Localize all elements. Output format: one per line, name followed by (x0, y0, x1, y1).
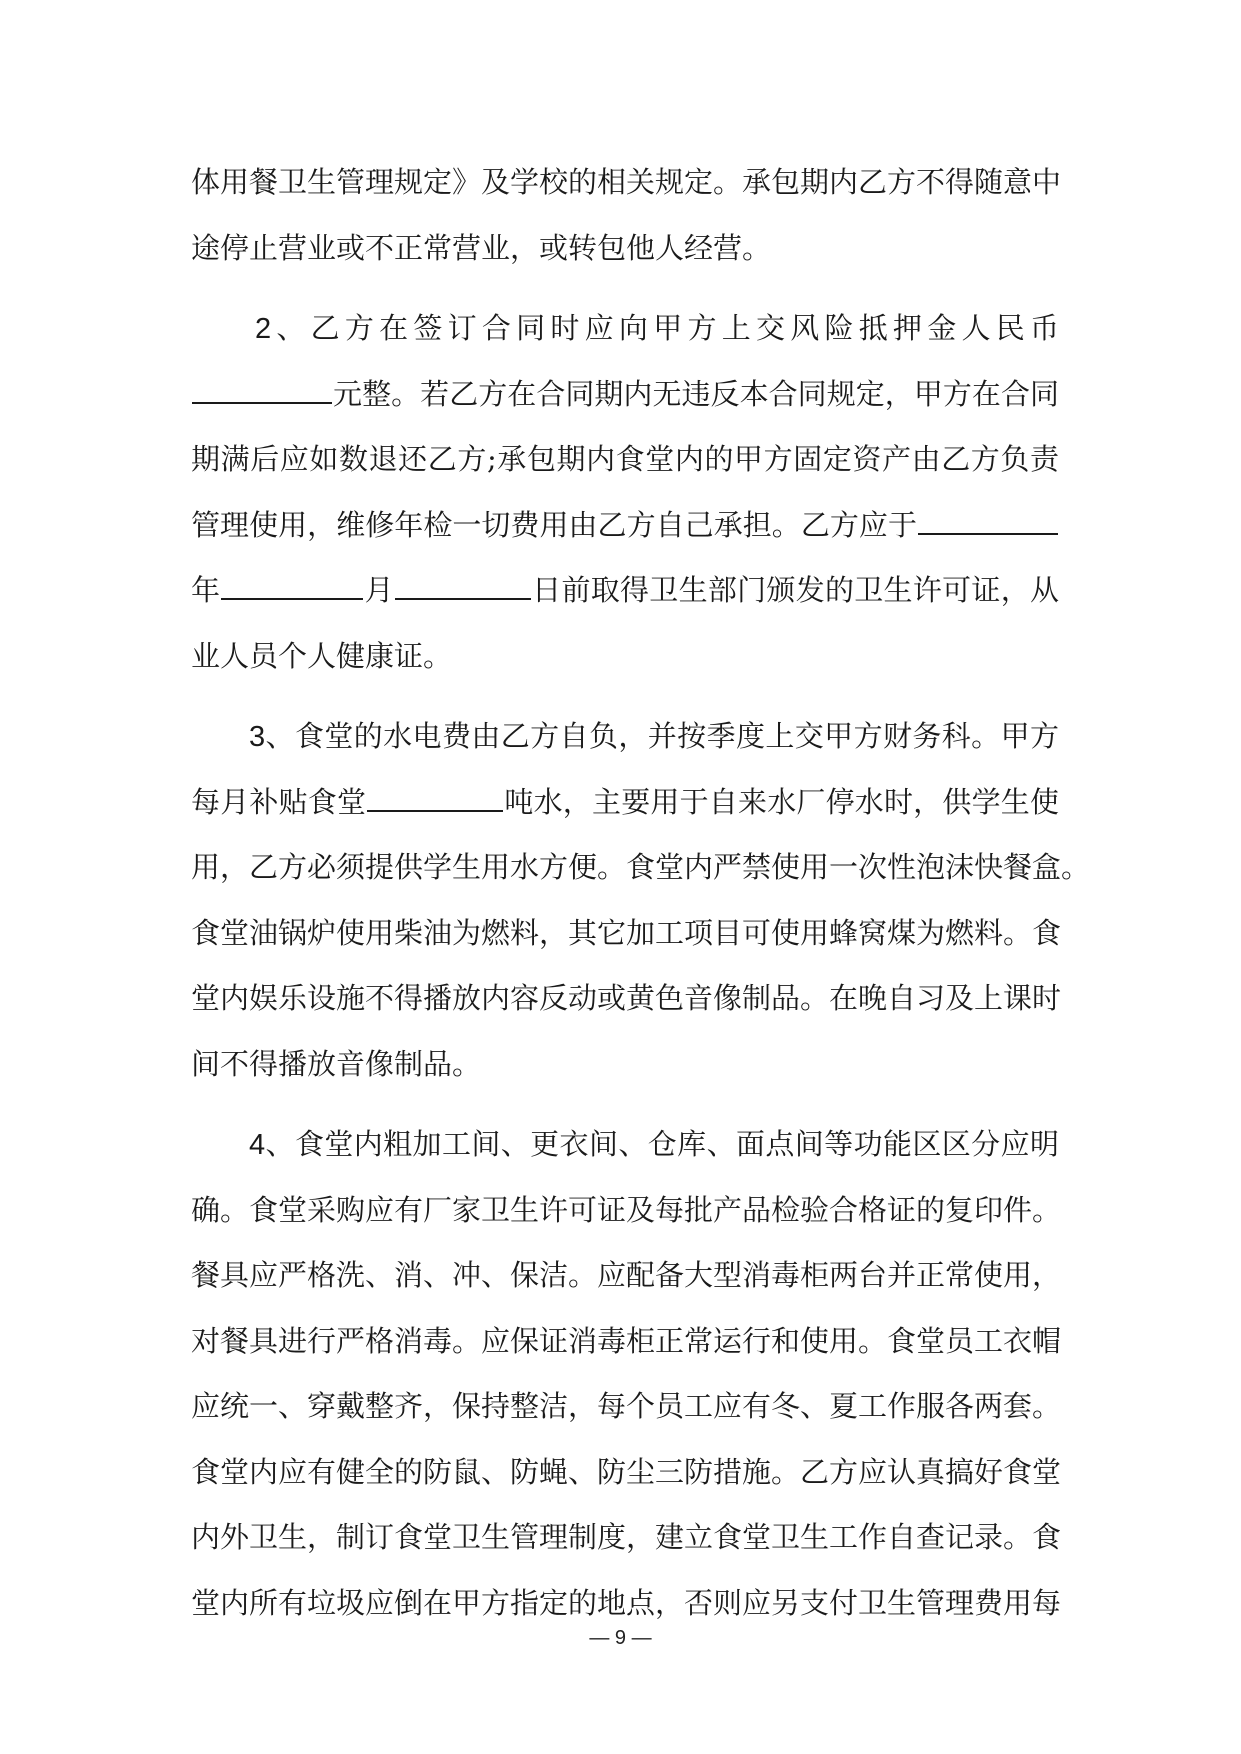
line-text: 每月补贴食堂 (191, 784, 367, 819)
text-line: 堂内所有垃圾应倒在甲方指定的地点，否则应另支付卫生管理费用每 (191, 1585, 1062, 1620)
clause-number: 3 (249, 721, 266, 753)
text-line: 用，乙方必须提供学生用水方便。食堂内严禁使用一次性泡沫快餐盒。 (191, 850, 1091, 884)
line-text: 管理使用，维修年检一切费用由乙方自己承担。乙方应于 (191, 507, 917, 542)
clause-text: 、乙方在签订合同时应向甲方上交风险抵押金人民币 (271, 311, 1059, 345)
paragraph-1 (191, 150, 1062, 281)
text-line: 食堂油锅炉使用柴油为燃料，其它加工项目可使用蜂窝煤为燃料。食 (191, 915, 1062, 950)
line-text: 日前取得卫生部门颁发的卫生许可证，从 (531, 573, 1059, 607)
paragraph-2 (191, 296, 1059, 689)
month-label: 月 (364, 573, 394, 607)
clause-number: 4 (249, 1129, 266, 1161)
text-line: 对餐具进行严格消毒。应保证消毒柜正常运行和使用。食堂员工衣帽 (191, 1323, 1062, 1358)
text-line (191, 770, 1059, 836)
clause-number: 2 (255, 313, 272, 345)
text-line: 途停止营业或不正常营业，或转包他人经营。 (191, 230, 772, 265)
clause-text: 、食堂内粗加工间、更衣间、仓库、面点间等功能区区分应明 (265, 1127, 1059, 1161)
text-line: 食堂内应有健全的防鼠、防蝇、防尘三防措施。乙方应认真搞好食堂 (191, 1454, 1062, 1489)
paragraph-3 (191, 704, 1091, 1097)
fill-in-blank[interactable] (918, 507, 1058, 535)
fill-in-blank[interactable] (367, 784, 503, 812)
fill-in-blank[interactable] (395, 572, 531, 600)
text-line: 堂内娱乐设施不得播放内容反动或黄色音像制品。在晚自习及上课时 (191, 981, 1062, 1015)
text-line: 餐具应严格洗、消、冲、保洁。应配备大型消毒柜两台并正常使用， (191, 1258, 1062, 1292)
text-line: 期满后应如数退还乙方;承包期内食堂内的甲方固定资产由乙方负责 (191, 442, 1059, 476)
clause-text: 、食堂的水电费由乙方自负，并按季度上交甲方财务科。甲方 (265, 719, 1059, 753)
text-line: 确。食堂采购应有厂家卫生许可证及每批产品检验合格证的复印件。 (191, 1192, 1062, 1227)
line-text: 吨水，主要用于自来水厂停水时，供学生使 (504, 784, 1059, 819)
text-line (191, 558, 1059, 624)
fill-in-blank[interactable] (221, 572, 363, 600)
text-line (191, 704, 1059, 770)
text-line (191, 1112, 1059, 1178)
text-line: 内外卫生，制订食堂卫生管理制度，建立食堂卫生工作自查记录。食 (191, 1520, 1062, 1554)
paragraph-4 (191, 1112, 1062, 1636)
line-text: 元整。若乙方在合同期内无违反本合同规定，甲方在合同 (333, 376, 1059, 411)
fill-in-blank[interactable] (192, 376, 332, 404)
page-number: — 9 — (589, 1627, 652, 1649)
text-line: 体用餐卫生管理规定》及学校的相关规定。承包期内乙方不得随意中 (191, 165, 1062, 199)
text-line: 间不得播放音像制品。 (191, 1046, 482, 1081)
text-line (191, 296, 1059, 362)
text-line: 应统一、穿戴整齐，保持整洁，每个员工应有冬、夏工作服各两套。 (191, 1389, 1062, 1423)
text-line: 业人员个人健康证。 (191, 638, 453, 673)
year-label: 年 (191, 573, 221, 607)
document-body (191, 150, 1091, 1636)
text-line (191, 362, 1059, 428)
text-line (191, 493, 1059, 559)
